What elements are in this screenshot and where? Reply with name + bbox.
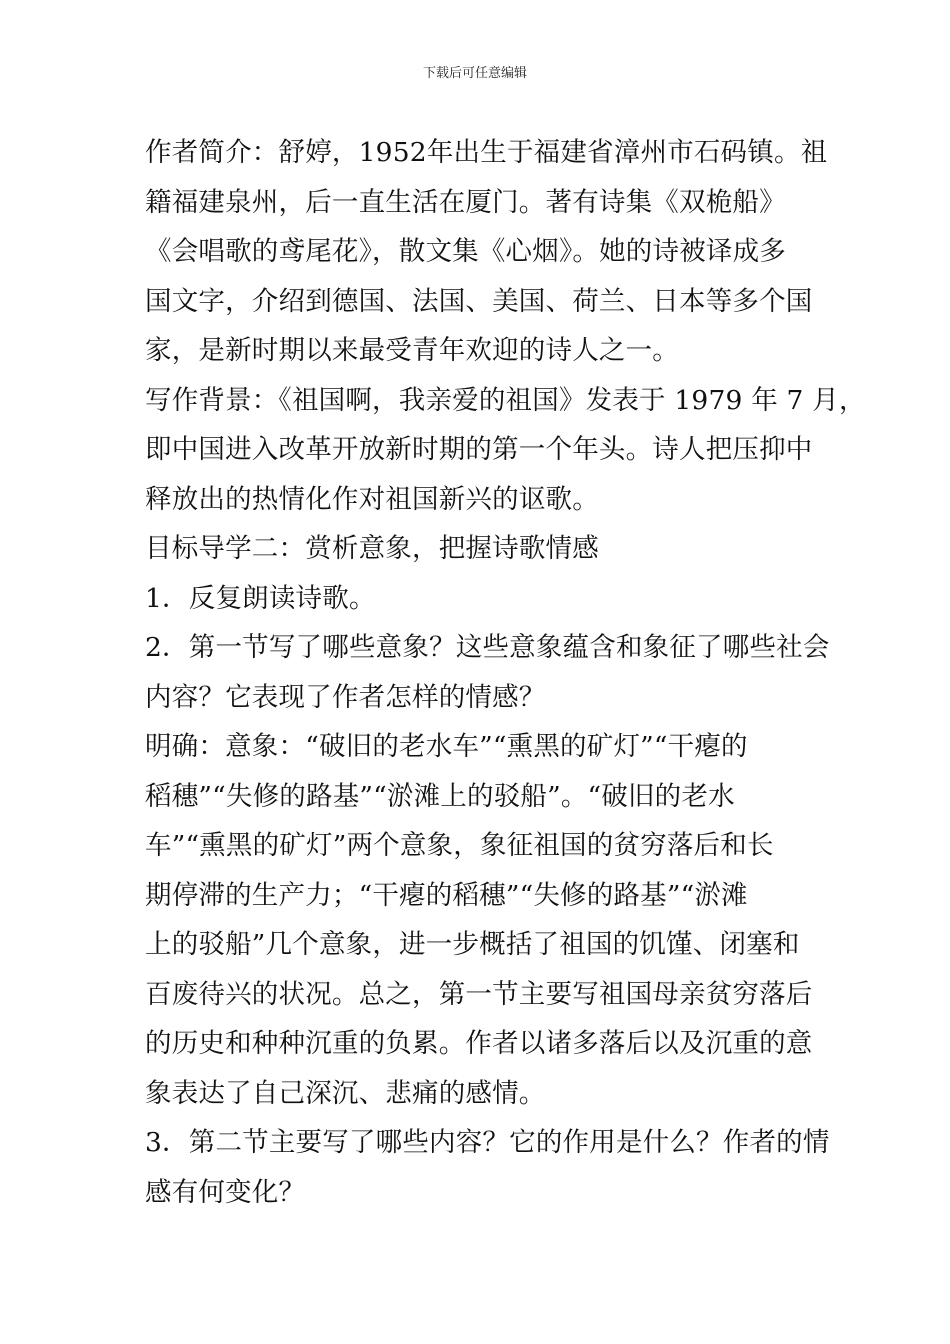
text-line: 家，是新时期以来最受青年欢迎的诗人之一。	[145, 335, 679, 366]
text-line: 国文字，介绍到德国、法国、美国、荷兰、日本等多个国	[145, 285, 813, 317]
text-line: 1．反复朗读诗歌。	[145, 582, 376, 614]
text-line: 稻穗”“失修的路基”“淤滩上的驳船”。“破旧的老水	[145, 780, 735, 812]
text-line: 作者简介：舒婷，1952年出生于福建省漳州市石码镇。祖	[145, 137, 828, 168]
text-line: 3．第二节主要写了哪些内容？它的作用是什么？作者的情	[145, 1127, 830, 1158]
text-line: 车”“熏黑的矿灯”两个意象，象征祖国的贫穷落后和长	[145, 830, 774, 861]
text-line: 期停滞的生产力；“干瘪的稻穗”“失修的路基”“淤滩	[145, 879, 748, 911]
text-line: 《会唱歌的鸢尾花》，散文集《心烟》。她的诗被译成多	[145, 236, 786, 267]
text-line: 上的驳船”几个意象，进一步概括了祖国的饥馑、闭塞和	[145, 929, 800, 960]
text-line: 百废待兴的状况。总之，第一节主要写祖国母亲贫穷落后	[145, 978, 813, 1010]
text-line: 籍福建泉州，后一直生活在厦门。著有诗集《双桅船》	[145, 186, 786, 218]
text-line: 内容？它表现了作者怎样的情感？	[145, 681, 546, 713]
text-line: 明确：意象：“破旧的老水车”“熏黑的矿灯”“干瘪的	[145, 731, 748, 762]
text-line: 象表达了自己深沉、悲痛的感情。	[145, 1077, 546, 1109]
document-body	[145, 128, 866, 1217]
text-line: 2．第一节写了哪些意象？这些意象蕴含和象征了哪些社会	[145, 632, 830, 663]
text-line: 释放出的热情化作对祖国新兴的讴歌。	[145, 483, 599, 515]
text-line: 的历史和种种沉重的负累。作者以诸多落后以及沉重的意	[145, 1028, 813, 1059]
text-line: 即中国进入改革开放新时期的第一个年头。诗人把压抑中	[145, 434, 813, 465]
text-line: 写作背景：《祖国啊，我亲爱的祖国》发表于 1979 年 7 月，	[145, 384, 866, 416]
page-header: 下载后可任意编辑	[422, 66, 527, 81]
text-line: 感有何变化？	[145, 1176, 306, 1208]
section-heading: 目标导学二：赏析意象，把握诗歌情感	[145, 533, 599, 564]
